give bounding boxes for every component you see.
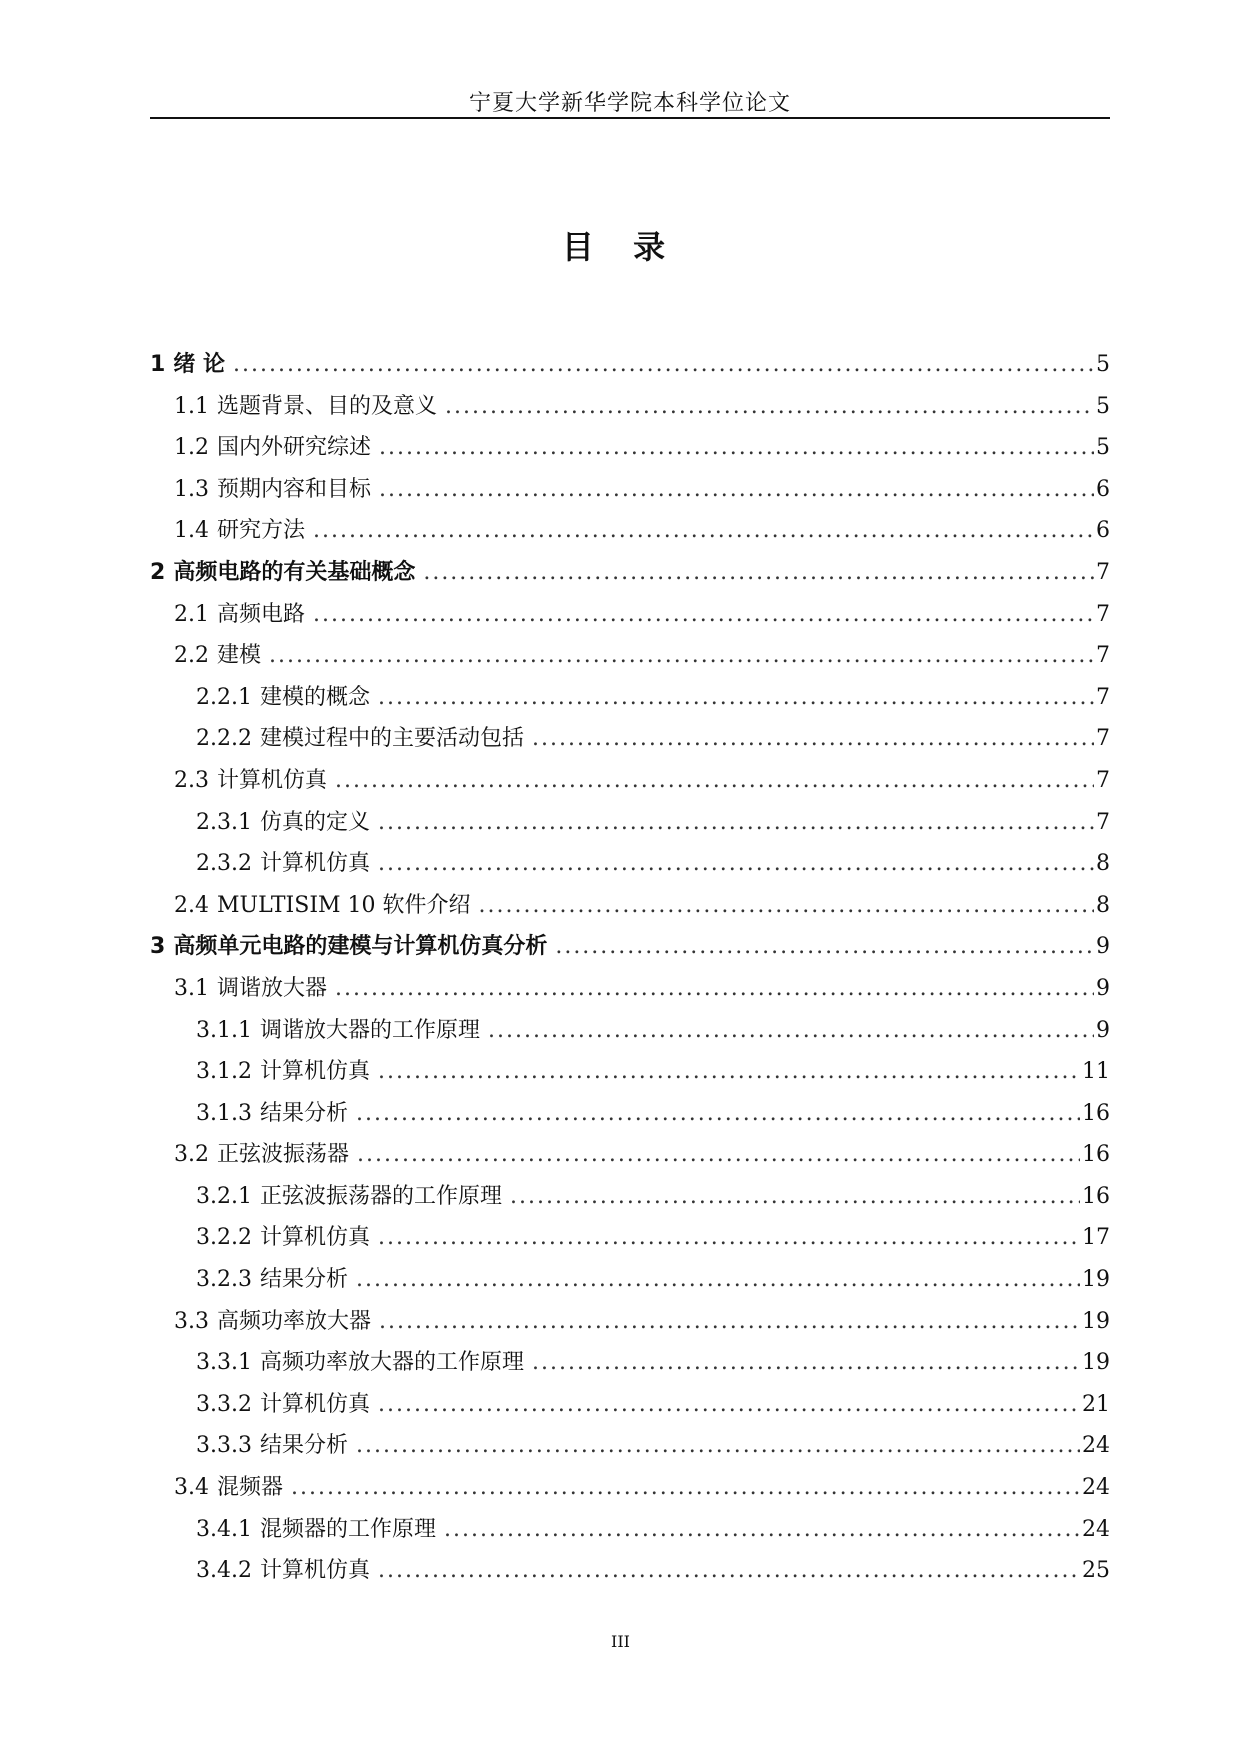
toc-entry-page: 19 xyxy=(1082,1267,1110,1293)
toc-entry[interactable] xyxy=(150,1010,1110,1052)
toc-entry-number: 3.2.3 xyxy=(196,1267,252,1293)
toc-entry[interactable] xyxy=(150,760,1110,802)
toc-entry-number: 3.3.1 xyxy=(196,1350,252,1376)
toc-entry-page: 11 xyxy=(1082,1059,1110,1085)
toc-dot-leader xyxy=(378,1550,1080,1592)
toc-entry-page: 7 xyxy=(1096,643,1110,669)
toc-entry-number: 2.3.2 xyxy=(196,851,252,877)
toc-dot-leader xyxy=(379,469,1094,511)
toc-entry-title: 选题背景、目的及意义 xyxy=(217,393,438,419)
toc-entry-title: 正弦波振荡器 xyxy=(217,1142,350,1168)
toc-entry-title: 研究方法 xyxy=(217,518,306,544)
toc-dot-leader xyxy=(356,1093,1080,1135)
toc-dot-leader xyxy=(510,1176,1080,1218)
toc-entry-title: 仿真的定义 xyxy=(259,809,370,835)
toc-entry-number: 1.4 xyxy=(174,518,209,544)
toc-entry-page: 16 xyxy=(1082,1100,1110,1126)
toc-entry[interactable] xyxy=(150,885,1110,927)
toc-entry[interactable] xyxy=(150,1509,1110,1551)
toc-dot-leader xyxy=(532,718,1094,760)
toc-entry-page: 17 xyxy=(1082,1225,1110,1251)
toc-entry-number: 3.1.2 xyxy=(196,1059,252,1085)
toc-entry-number: 3.1 xyxy=(174,975,209,1001)
toc-entry-title: 计算机仿真 xyxy=(259,1059,370,1085)
toc-entry-number: 3.1.1 xyxy=(196,1017,252,1043)
toc-entry[interactable] xyxy=(150,1259,1110,1301)
toc-entry-number: 1.3 xyxy=(174,476,209,502)
toc-entry-number: 3.1.3 xyxy=(196,1100,252,1126)
toc-entry-title: 绪 论 xyxy=(173,352,225,377)
toc-entry[interactable] xyxy=(150,1051,1110,1093)
toc-entry[interactable] xyxy=(150,427,1110,469)
toc-entry-number: 3.3.2 xyxy=(196,1391,252,1417)
toc-entry-title: 高频电路的有关基础概念 xyxy=(173,559,416,585)
toc-entry-number: 3.2.1 xyxy=(196,1183,252,1209)
toc-entry-title: 建模的概念 xyxy=(259,684,370,710)
toc-entry-page: 7 xyxy=(1096,601,1110,627)
toc-dot-leader xyxy=(313,510,1094,552)
toc-entry-page: 5 xyxy=(1096,435,1110,461)
toc-dot-leader xyxy=(378,1217,1080,1259)
toc-entry[interactable] xyxy=(150,1217,1110,1259)
toc-entry-number: 3.2.2 xyxy=(196,1225,252,1251)
toc-entry-number: 3.2 xyxy=(174,1142,209,1168)
toc-entry[interactable] xyxy=(150,1467,1110,1509)
toc-entry-page: 16 xyxy=(1082,1183,1110,1209)
toc-entry[interactable] xyxy=(150,1093,1110,1135)
toc-entry-number: 2.1 xyxy=(174,601,209,627)
toc-dot-leader xyxy=(488,1010,1094,1052)
toc-dot-leader xyxy=(532,1342,1080,1384)
toc-entry-number: 2.3 xyxy=(174,767,209,793)
toc-dot-leader xyxy=(444,1509,1080,1551)
toc-dot-leader xyxy=(378,843,1094,885)
toc-dot-leader xyxy=(378,1384,1080,1426)
toc-entry-page: 24 xyxy=(1082,1516,1110,1542)
toc-entry-title: 预期内容和目标 xyxy=(217,476,372,502)
toc-entry[interactable] xyxy=(150,843,1110,885)
toc-entry-title: 计算机仿真 xyxy=(217,767,328,793)
toc-entry-title: 调谐放大器的工作原理 xyxy=(259,1017,480,1043)
toc-entry-page: 24 xyxy=(1082,1475,1110,1501)
toc-entry[interactable] xyxy=(150,1134,1110,1176)
toc-dot-leader xyxy=(269,635,1094,677)
toc-dot-leader xyxy=(357,1134,1080,1176)
toc-entry-number: 2 xyxy=(150,559,166,585)
toc-dot-leader xyxy=(313,594,1094,636)
toc-title: 目 录 xyxy=(561,228,680,266)
toc-entry-page: 9 xyxy=(1096,975,1110,1001)
toc-entry[interactable] xyxy=(150,926,1110,968)
toc-entry-number: 1 xyxy=(150,352,166,377)
toc-entry-page: 7 xyxy=(1096,559,1110,585)
toc-dot-leader xyxy=(379,427,1094,469)
toc-entry-number: 3.4.1 xyxy=(196,1516,252,1542)
toc-dot-leader xyxy=(555,926,1094,968)
toc-entry-page: 19 xyxy=(1082,1308,1110,1334)
toc-entry-title: 计算机仿真 xyxy=(259,1391,370,1417)
toc-entry-number: 1.1 xyxy=(174,393,209,419)
toc-entry[interactable] xyxy=(150,1550,1110,1592)
toc-entry[interactable] xyxy=(150,552,1110,594)
toc-entry[interactable] xyxy=(150,1342,1110,1384)
toc-entry[interactable] xyxy=(150,1425,1110,1467)
toc-entry-title: 计算机仿真 xyxy=(259,1225,370,1251)
toc-entry-number: 3 xyxy=(150,934,166,960)
toc-dot-leader xyxy=(291,1467,1080,1509)
toc-entry[interactable] xyxy=(150,594,1110,636)
toc-dot-leader xyxy=(479,885,1094,927)
toc-dot-leader xyxy=(379,1301,1080,1343)
toc-entry[interactable] xyxy=(150,1176,1110,1218)
toc-entry-page: 8 xyxy=(1096,892,1110,918)
toc-dot-leader xyxy=(378,802,1094,844)
toc-entry[interactable] xyxy=(150,635,1110,677)
toc-entry-number: 2.4 xyxy=(174,892,209,918)
toc-entry-number: 3.3.3 xyxy=(196,1433,252,1459)
toc-entry-title: 结果分析 xyxy=(259,1433,348,1459)
running-header: 宁夏大学新华学院本科学位论文 xyxy=(468,91,791,116)
toc-entry-page: 7 xyxy=(1096,726,1110,752)
toc-entry-page: 9 xyxy=(1096,934,1110,960)
toc-dot-leader xyxy=(356,1259,1080,1301)
toc-entry-page: 8 xyxy=(1096,851,1110,877)
toc-entry-page: 7 xyxy=(1096,809,1110,835)
toc-dot-leader xyxy=(378,677,1094,719)
header-rule xyxy=(150,117,1110,119)
toc-entry-title: 国内外研究综述 xyxy=(217,435,372,461)
toc-entry-title: 高频单元电路的建模与计算机仿真分析 xyxy=(173,934,548,960)
toc-entry-title: 混频器 xyxy=(217,1475,284,1501)
toc-entry-title: 混频器的工作原理 xyxy=(259,1516,436,1542)
toc-entry-title: 结果分析 xyxy=(259,1267,348,1293)
toc-entry-page: 25 xyxy=(1082,1558,1110,1584)
toc-entry[interactable] xyxy=(150,677,1110,719)
toc-entry[interactable] xyxy=(150,718,1110,760)
toc-entry-page: 7 xyxy=(1096,684,1110,710)
toc-entry-page: 6 xyxy=(1096,476,1110,502)
toc-entry[interactable] xyxy=(150,344,1110,386)
toc-entry-page: 19 xyxy=(1082,1350,1110,1376)
toc-entry-number: 2.2.2 xyxy=(196,726,252,752)
toc-entry-number: 2.3.1 xyxy=(196,809,252,835)
toc-dot-leader xyxy=(445,386,1094,428)
toc-dot-leader xyxy=(423,552,1094,594)
toc-entry-number: 2.2 xyxy=(174,643,209,669)
toc-entry[interactable] xyxy=(150,1384,1110,1426)
toc-entry-title: 高频功率放大器的工作原理 xyxy=(259,1350,524,1376)
toc-list xyxy=(150,344,1110,1592)
toc-entry-page: 5 xyxy=(1096,393,1110,419)
toc-entry-page: 9 xyxy=(1096,1017,1110,1043)
toc-dot-leader xyxy=(356,1425,1080,1467)
toc-entry-number: 3.4 xyxy=(174,1475,209,1501)
toc-entry-title: 高频电路 xyxy=(217,601,306,627)
toc-dot-leader xyxy=(378,1051,1080,1093)
toc-dot-leader xyxy=(233,344,1094,386)
toc-entry[interactable] xyxy=(150,802,1110,844)
toc-entry-number: 1.2 xyxy=(174,435,209,461)
toc-entry[interactable] xyxy=(150,1301,1110,1343)
toc-entry-title: MULTISIM 10 软件介绍 xyxy=(217,892,471,918)
toc-entry-title: 高频功率放大器 xyxy=(217,1308,372,1334)
toc-entry-number: 3.3 xyxy=(174,1308,209,1334)
toc-entry-title: 调谐放大器 xyxy=(217,975,328,1001)
toc-entry-page: 21 xyxy=(1082,1391,1110,1417)
toc-entry-title: 建模 xyxy=(217,643,262,669)
toc-entry-title: 正弦波振荡器的工作原理 xyxy=(259,1183,502,1209)
toc-entry-title: 建模过程中的主要活动包括 xyxy=(259,726,524,752)
toc-entry-page: 16 xyxy=(1082,1142,1110,1168)
toc-entry-title: 结果分析 xyxy=(259,1100,348,1126)
toc-entry-page: 24 xyxy=(1082,1433,1110,1459)
toc-entry-number: 3.4.2 xyxy=(196,1558,252,1584)
toc-entry-title: 计算机仿真 xyxy=(259,851,370,877)
toc-entry-title: 计算机仿真 xyxy=(259,1558,370,1584)
toc-entry[interactable] xyxy=(150,510,1110,552)
toc-entry-page: 5 xyxy=(1096,352,1110,377)
toc-dot-leader xyxy=(335,968,1094,1010)
toc-entry[interactable] xyxy=(150,968,1110,1010)
page-number: III xyxy=(611,1632,630,1651)
toc-entry-page: 6 xyxy=(1096,518,1110,544)
toc-entry-page: 7 xyxy=(1096,767,1110,793)
toc-entry-number: 2.2.1 xyxy=(196,684,252,710)
toc-entry[interactable] xyxy=(150,386,1110,428)
toc-entry[interactable] xyxy=(150,469,1110,511)
toc-dot-leader xyxy=(335,760,1094,802)
